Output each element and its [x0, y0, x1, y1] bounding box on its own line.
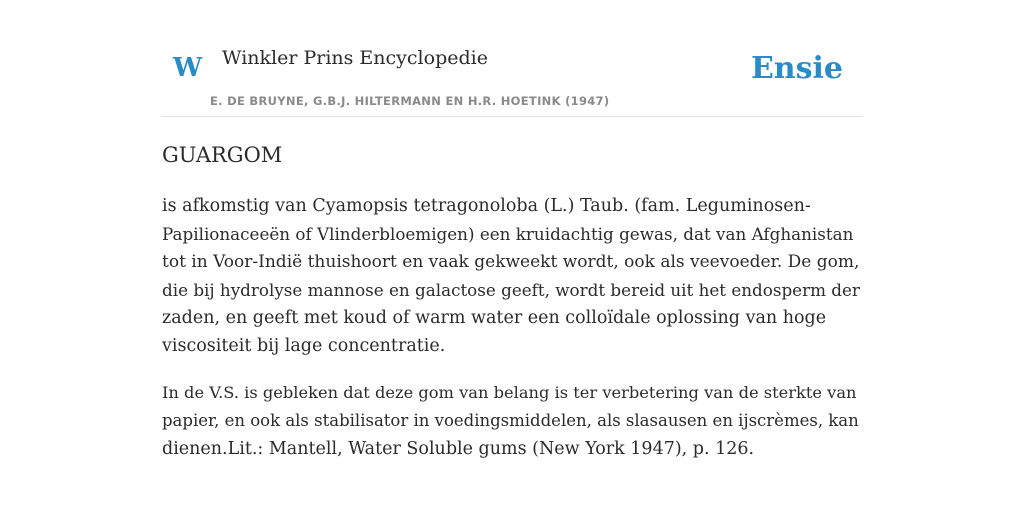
article-paragraph: [162, 379, 862, 463]
article-paragraph: [162, 192, 862, 360]
paragraph-line: Papilionaceeën of Vlinderbloemigen) een kruidachtig gewas, dat van Afghanistan: [162, 224, 854, 244]
paragraph-line: papier, en ook als stabilisator in voedingsmiddelen, als slasausen en ijscrèmes, kan: [162, 411, 859, 430]
paragraph-line: is afkomstig van Cyamopsis tetragonoloba (L.) Taub. (fam. Leguminosen-: [162, 196, 811, 216]
article-headword: GUARGOM: [162, 143, 283, 167]
paragraph-line: die bij hydrolyse mannose en galactose geeft, wordt bereid uit het endosperm der: [162, 280, 860, 300]
paragraph-line: In de V.S. is gebleken dat deze gom van belang is ter verbetering van de sterkte van: [162, 383, 857, 402]
paragraph-line: viscositeit bij lage concentratie.: [162, 336, 446, 356]
paragraph-line: zaden, en geeft met koud of warm water een colloïdale oplossing van hoge: [162, 308, 827, 328]
authors-line: E. DE BRUYNE, G.B.J. HILTERMANN EN H.R. HOETINK (1947): [210, 94, 610, 108]
site-title[interactable]: Winkler Prins Encyclopedie: [222, 47, 488, 69]
ensie-logo[interactable]: Ensie: [750, 51, 843, 86]
site-header: [162, 0, 862, 117]
paragraph-line: dienen.Lit.: Mantell, Water Soluble gums (New York 1947), p. 126.: [162, 439, 755, 459]
article-page: [162, 0, 862, 512]
paragraph-line: tot in Voor-Indië thuishoort en vaak gekweekt wordt, ook als veevoeder. De gom,: [162, 252, 860, 272]
article-body: [162, 192, 862, 482]
winkler-prins-logo[interactable]: W: [173, 53, 203, 83]
